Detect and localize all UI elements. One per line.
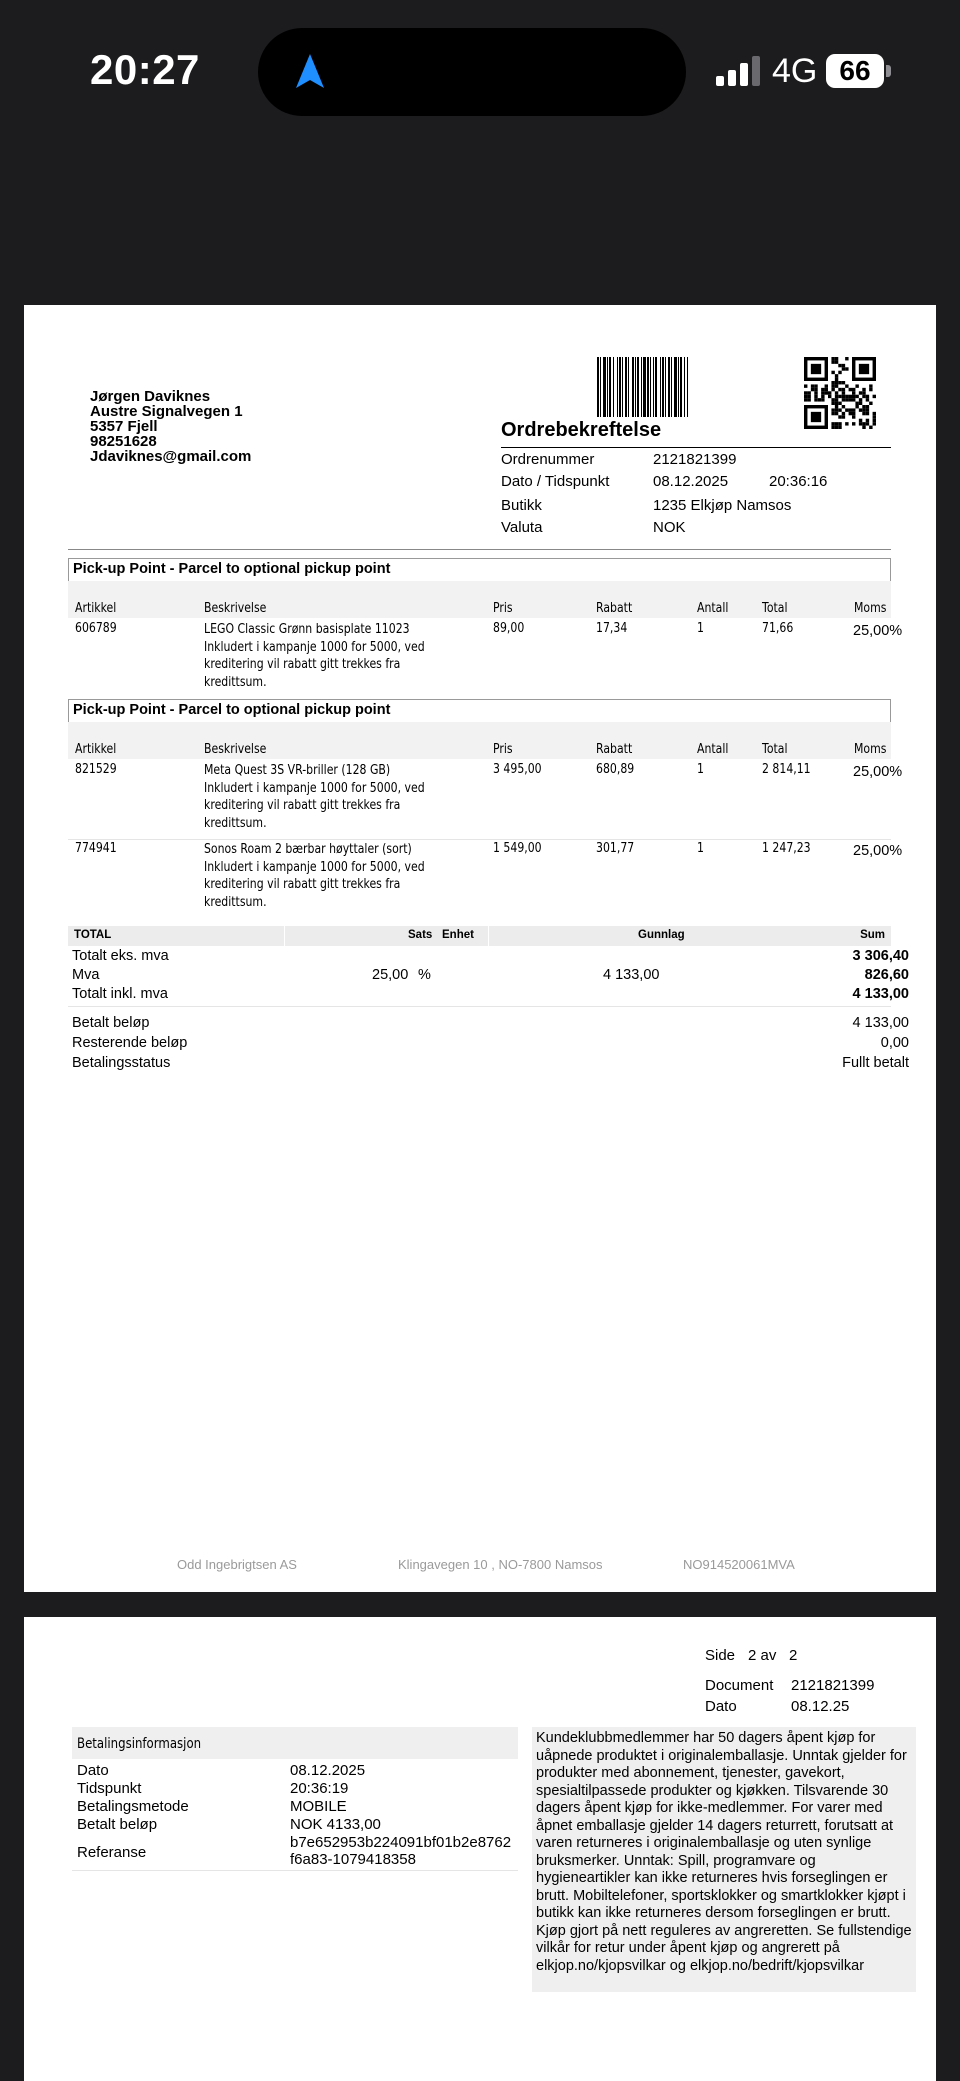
total-excl-value: 3 306,40: [852, 948, 909, 964]
customer-block: [90, 389, 251, 464]
item-discount: 301,77: [596, 841, 635, 856]
paid-value: 4 133,00: [852, 1015, 909, 1031]
date-value: 08.12.25: [791, 1698, 850, 1715]
col-description: Beskrivelse: [204, 742, 267, 757]
payment-divider: [72, 1870, 518, 1871]
item-article: 774941: [75, 841, 117, 856]
item-note: Inkludert i kampanje 1000 for 5000, ved: [204, 639, 425, 655]
item-discount: 680,89: [596, 762, 635, 777]
total-incl-value: 4 133,00: [852, 986, 909, 1002]
order-number: 2121821399: [653, 451, 737, 468]
customer-address: Austre Signalvegen 1: [90, 403, 243, 420]
pay-time: 20:36:19: [290, 1780, 349, 1797]
col-discount: Rabatt: [596, 601, 633, 616]
totals-head-rate: Sats: [408, 929, 433, 941]
col-article: Artikkel: [75, 742, 117, 757]
totals-head-total: TOTAL: [74, 929, 112, 941]
pay-time-label: Tidspunkt: [77, 1780, 142, 1797]
payment-info-header: [72, 1727, 518, 1759]
item-note: kredittsum.: [204, 674, 267, 690]
vat-base: 4 133,00: [603, 967, 660, 983]
item-qty: 1: [697, 621, 704, 636]
pay-reference: [290, 1834, 511, 1868]
item-total: 2 814,11: [762, 762, 811, 777]
qr-code-image: [804, 357, 876, 429]
page-label: Side: [705, 1647, 736, 1664]
order-time: 20:36:16: [769, 473, 828, 490]
battery-icon: 66: [826, 54, 884, 88]
total-incl-label: Totalt inkl. mva: [72, 986, 168, 1002]
item-vat: 25,00%: [853, 843, 903, 859]
item-article: 821529: [75, 762, 117, 777]
item-qty: 1: [697, 841, 704, 856]
pay-amount-label: Betalt beløp: [77, 1816, 158, 1833]
item-note: kredittsum.: [204, 815, 267, 831]
col-separator: [488, 926, 489, 946]
section-2-header: Pick-up Point - Parcel to optional pickup point: [68, 699, 891, 722]
order-date: 08.12.2025: [653, 473, 729, 490]
pay-date: 08.12.2025: [290, 1762, 366, 1779]
col-vat: Moms: [854, 742, 887, 757]
item-vat: 25,00%: [853, 623, 903, 639]
navigation-arrow-icon: [288, 50, 332, 94]
total-excl-label: Totalt eks. mva: [72, 948, 169, 964]
totals-header: [68, 926, 891, 946]
item-description: [204, 841, 425, 911]
return-terms: Kundeklubbmedlemmer har 50 dagers åpent kjøp for uåpnede produktet i originalemballasje. Unntak gjelder for produkter med abonnement, tjenester, gavekort, spesialtilpassede produkter og kjøkken. Tilsvarende 30 dagers åpent kjøp for ikke-medlemmer. For varer med åpnet emballasje gjelder 14 dagers returrett, forutsatt at varen returneres i originalemballasje og uten synlige bruksmerker. Unntak: Spill, programvare og hygieneartikler kan ikke returneres hvis forseglingen er brutt. Mobiltelefoner, sportsklokker og smartklokker kjøpt i butikk kan ikke returneres dersom forseglingen er brutt. Kjøp gjort på nett reguleres av angreretten. Se fullstendige vilkår for retur under åpent kjøp og angrerett på elkjop.no/kjopsvilkar og elkjop.no/bedrift/kjopsvilkar: [532, 1727, 916, 1992]
page-total: 2: [789, 1647, 798, 1664]
item-note: kredittsum.: [204, 894, 267, 910]
footer-company: Odd Ingebrigtsen AS: [177, 1557, 297, 1572]
vat-rate: 25,00: [372, 967, 409, 983]
document-page-1[interactable]: [24, 305, 936, 1592]
item-note: Inkludert i kampanje 1000 for 5000, ved: [204, 859, 425, 875]
col-description: Beskrivelse: [204, 601, 267, 616]
item-article: 606789: [75, 621, 117, 636]
item-total: 71,66: [762, 621, 794, 636]
dynamic-island: [258, 28, 686, 116]
col-price: Pris: [493, 742, 513, 757]
item-note: kreditering vil rabatt gitt trekkes fra: [204, 877, 401, 892]
vat-label: Mva: [72, 967, 100, 983]
order-number-label: Ordrenummer: [501, 451, 595, 468]
store-label: Butikk: [501, 497, 542, 514]
footer-org-number: NO914520061MVA: [683, 1557, 795, 1572]
document-page-2[interactable]: [24, 1617, 936, 2081]
row-divider: [68, 839, 891, 840]
remaining-label: Resterende beløp: [72, 1035, 188, 1051]
totals-divider: [68, 1006, 891, 1007]
payment-status-value: Fullt betalt: [842, 1055, 909, 1071]
section-1-table-header: [68, 581, 891, 618]
customer-email: Jdaviknes@gmail.com: [90, 448, 252, 465]
payment-info-title: Betalingsinformasjon: [77, 1736, 202, 1752]
reference-line: b7e652953b224091bf01b2e8762: [290, 1834, 512, 1851]
item-description: [204, 762, 425, 832]
col-vat: Moms: [854, 601, 887, 616]
item-total: 1 247,23: [762, 841, 811, 856]
col-qty: Antall: [697, 742, 729, 757]
col-discount: Rabatt: [596, 742, 633, 757]
footer-address: Klingavegen 10 , NO-7800 Namsos: [398, 1557, 603, 1572]
item-price: 1 549,00: [493, 841, 542, 856]
title-underline: [501, 447, 891, 448]
store-value: 1235 Elkjøp Namsos: [653, 497, 792, 514]
totals-head-unit: Enhet: [442, 929, 474, 941]
item-title: LEGO Classic Grønn basisplate 11023: [204, 622, 410, 637]
totals-head-base: Gunnlag: [638, 929, 685, 941]
col-separator: [284, 926, 285, 946]
col-article: Artikkel: [75, 601, 117, 616]
status-bar: [0, 0, 960, 140]
customer-name: Jørgen Daviknes: [90, 388, 211, 405]
vat-unit: %: [418, 967, 431, 983]
item-vat: 25,00%: [853, 764, 903, 780]
document-label: Document: [705, 1677, 774, 1694]
pay-date-label: Dato: [77, 1762, 109, 1779]
barcode-image: [597, 357, 760, 417]
pay-amount: NOK 4133,00: [290, 1816, 381, 1833]
item-discount: 17,34: [596, 621, 628, 636]
vat-value: 826,60: [864, 967, 909, 983]
col-total: Total: [762, 601, 788, 616]
pay-method-label: Betalingsmetode: [77, 1798, 189, 1815]
document-number: 2121821399: [791, 1677, 875, 1694]
pay-reference-label: Referanse: [77, 1844, 147, 1861]
item-note: kreditering vil rabatt gitt trekkes fra: [204, 798, 401, 813]
paid-label: Betalt beløp: [72, 1015, 150, 1031]
reference-line: f6a83-1079418358: [290, 1851, 416, 1868]
currency-label: Valuta: [501, 519, 543, 536]
header-divider: [68, 549, 891, 550]
section-1-header: Pick-up Point - Parcel to optional pickup point: [68, 558, 891, 581]
col-price: Pris: [493, 601, 513, 616]
payment-status-label: Betalingsstatus: [72, 1055, 171, 1071]
col-total: Total: [762, 742, 788, 757]
item-price: 89,00: [493, 621, 525, 636]
remaining-value: 0,00: [880, 1035, 909, 1051]
cellular-signal-icon: [716, 56, 762, 86]
customer-postal: 5357 Fjell: [90, 418, 158, 435]
section-2-table-header: [68, 722, 891, 759]
totals-head-sum: Sum: [860, 929, 885, 941]
col-qty: Antall: [697, 601, 729, 616]
battery-tip: [886, 65, 891, 77]
item-title: Meta Quest 3S VR-briller (128 GB): [204, 763, 391, 778]
item-qty: 1: [697, 762, 704, 777]
item-note: Inkludert i kampanje 1000 for 5000, ved: [204, 780, 425, 796]
item-description: [204, 621, 425, 691]
document-title: Ordrebekreftelse: [501, 419, 662, 441]
network-type: 4G: [772, 52, 818, 90]
clock: 20:27: [90, 46, 200, 93]
date-label: Dato: [705, 1698, 737, 1715]
order-date-label: Dato / Tidspunkt: [501, 473, 610, 490]
item-price: 3 495,00: [493, 762, 542, 777]
item-title: Sonos Roam 2 bærbar høyttaler (sort): [204, 842, 412, 857]
item-note: kreditering vil rabatt gitt trekkes fra: [204, 657, 401, 672]
currency-value: NOK: [653, 519, 686, 536]
customer-phone: 98251628: [90, 433, 157, 450]
page-current: 2 av: [748, 1647, 777, 1664]
pay-method: MOBILE: [290, 1798, 347, 1815]
